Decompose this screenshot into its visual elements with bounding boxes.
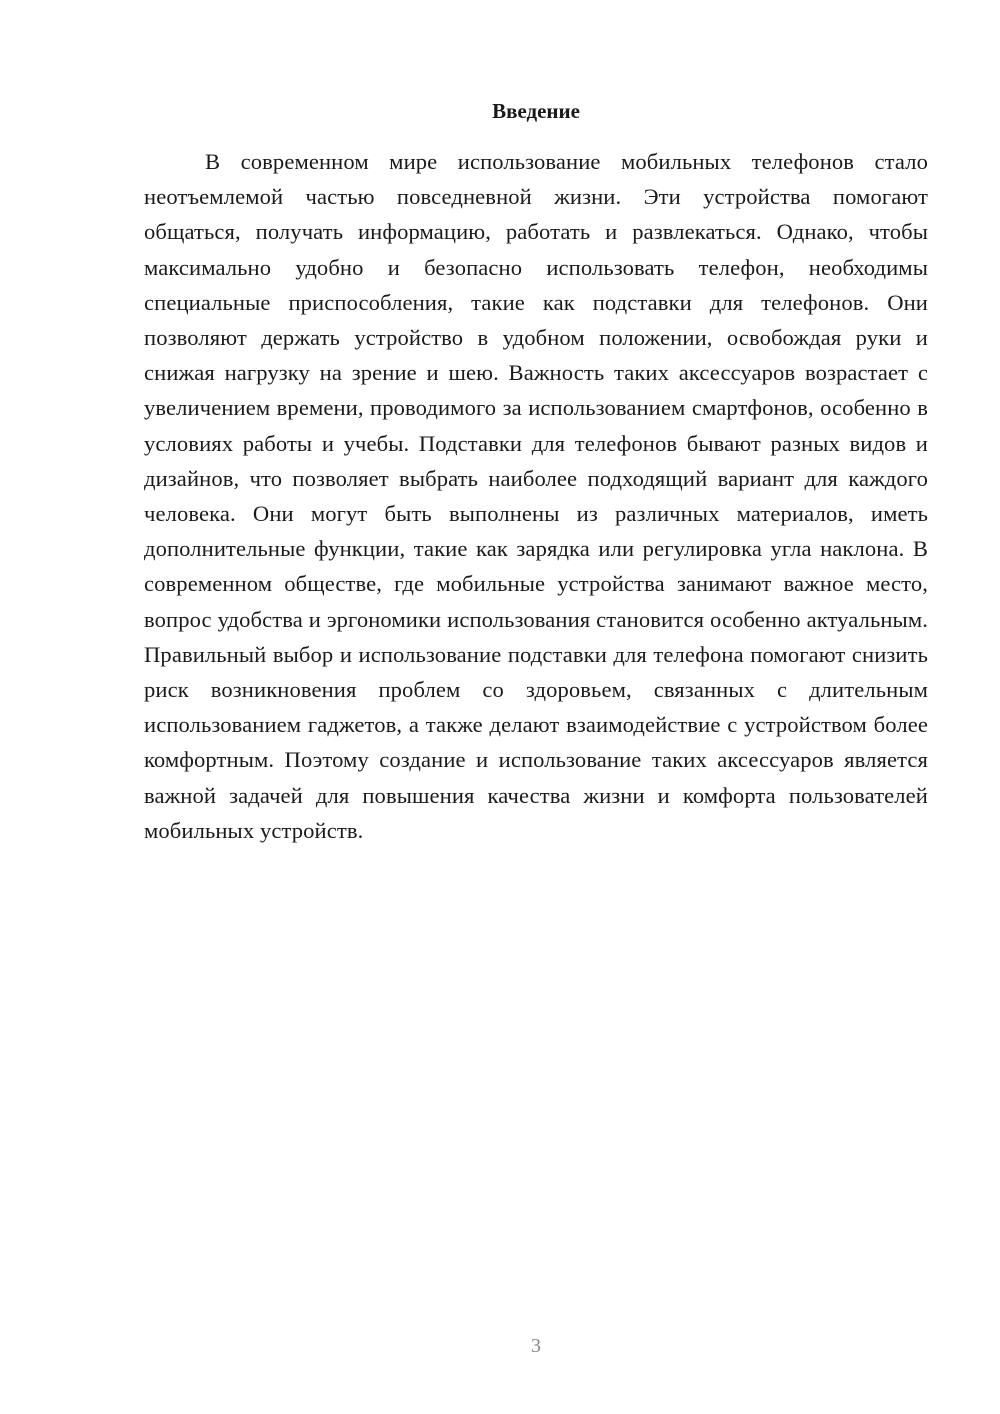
page-number: 3: [531, 1335, 541, 1357]
intro-paragraph: В современном мире использование мобильных телефонов стало неотъемлемой частью повседневной жизни. Эти устройства помогают общаться, получать информацию, работать и развлекаться. Однако, чтобы максимально удобно и безопасно использовать телефон, необходимы специальные приспособления, такие как подставки для телефонов. Они позволяют держать устройство в удобном положении, освобождая руки и снижая нагрузку на зрение и шею. Важность таких аксессуаров возрастает с увеличением времени, проводимого за использованием смартфонов, особенно в условиях работы и учебы. Подставки для телефонов бывают разных видов и дизайнов, что позволяет выбрать наиболее подходящий вариант для каждого человека. Они могут быть выполнены из различных материалов, иметь дополнительные функции, такие как зарядка или регулировка угла наклона. В современном обществе, где мобильные устройства занимают важное место, вопрос удобства и эргономики использования становится особенно актуальным. Правильный выбор и использование подставки для телефона помогают снизить риск возникновения проблем со здоровьем, связанных с длительным использованием гаджетов, а также делают взаимодействие с устройством более комфортным. Поэтому создание и использование таких аксессуаров является важной задачей для повышения качества жизни и комфорта пользователей мобильных устройств.: [144, 149, 928, 843]
section-heading: Введение: [492, 99, 580, 123]
